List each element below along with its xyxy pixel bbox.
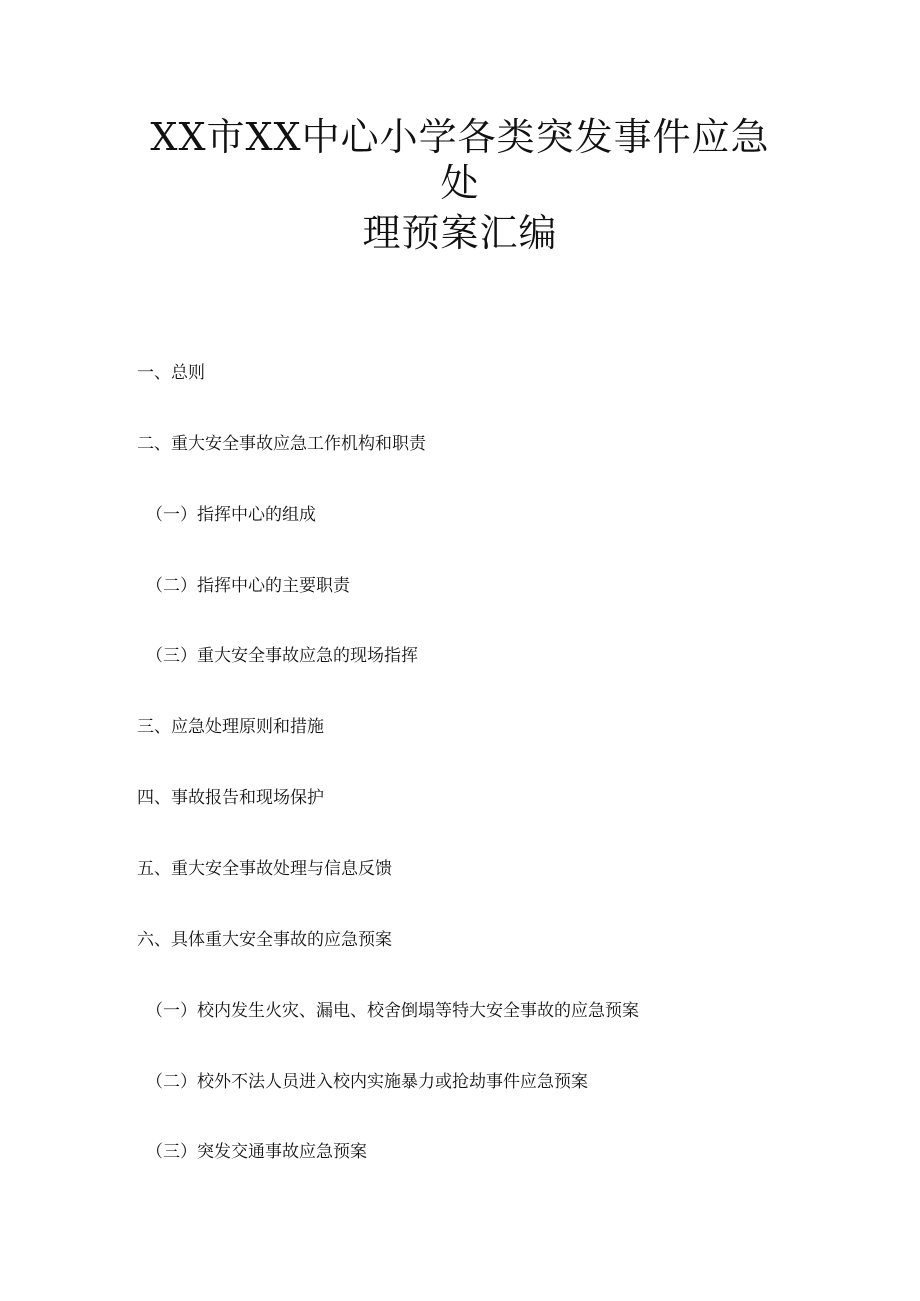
toc-item: 四、事故报告和现场保护 [137, 788, 324, 808]
document-title-line-3: 理预案汇编 [362, 211, 558, 255]
document-title-line-1: XX市XX中心小学各类突发事件应急 [150, 115, 770, 159]
toc-item: （三）突发交通事故应急预案 [146, 1142, 367, 1162]
toc-item: 三、应急处理原则和措施 [137, 717, 324, 737]
toc-item: 五、重大安全事故处理与信息反馈 [137, 859, 392, 879]
toc-item: （一）指挥中心的组成 [146, 505, 316, 525]
toc-item: 二、重大安全事故应急工作机构和职责 [137, 434, 426, 454]
toc-item: （二）指挥中心的主要职责 [146, 576, 350, 596]
toc-item: 一、总则 [137, 363, 205, 383]
toc-item: （一）校内发生火灾、漏电、校舍倒塌等特大安全事故的应急预案 [146, 1001, 639, 1021]
toc-item: （二）校外不法人员进入校内实施暴力或抢劫事件应急预案 [146, 1072, 588, 1092]
toc-item: （三）重大安全事故应急的现场指挥 [146, 646, 418, 666]
document-title-line-2: 处 [440, 161, 480, 205]
toc-item: 六、具体重大安全事故的应急预案 [137, 930, 392, 950]
